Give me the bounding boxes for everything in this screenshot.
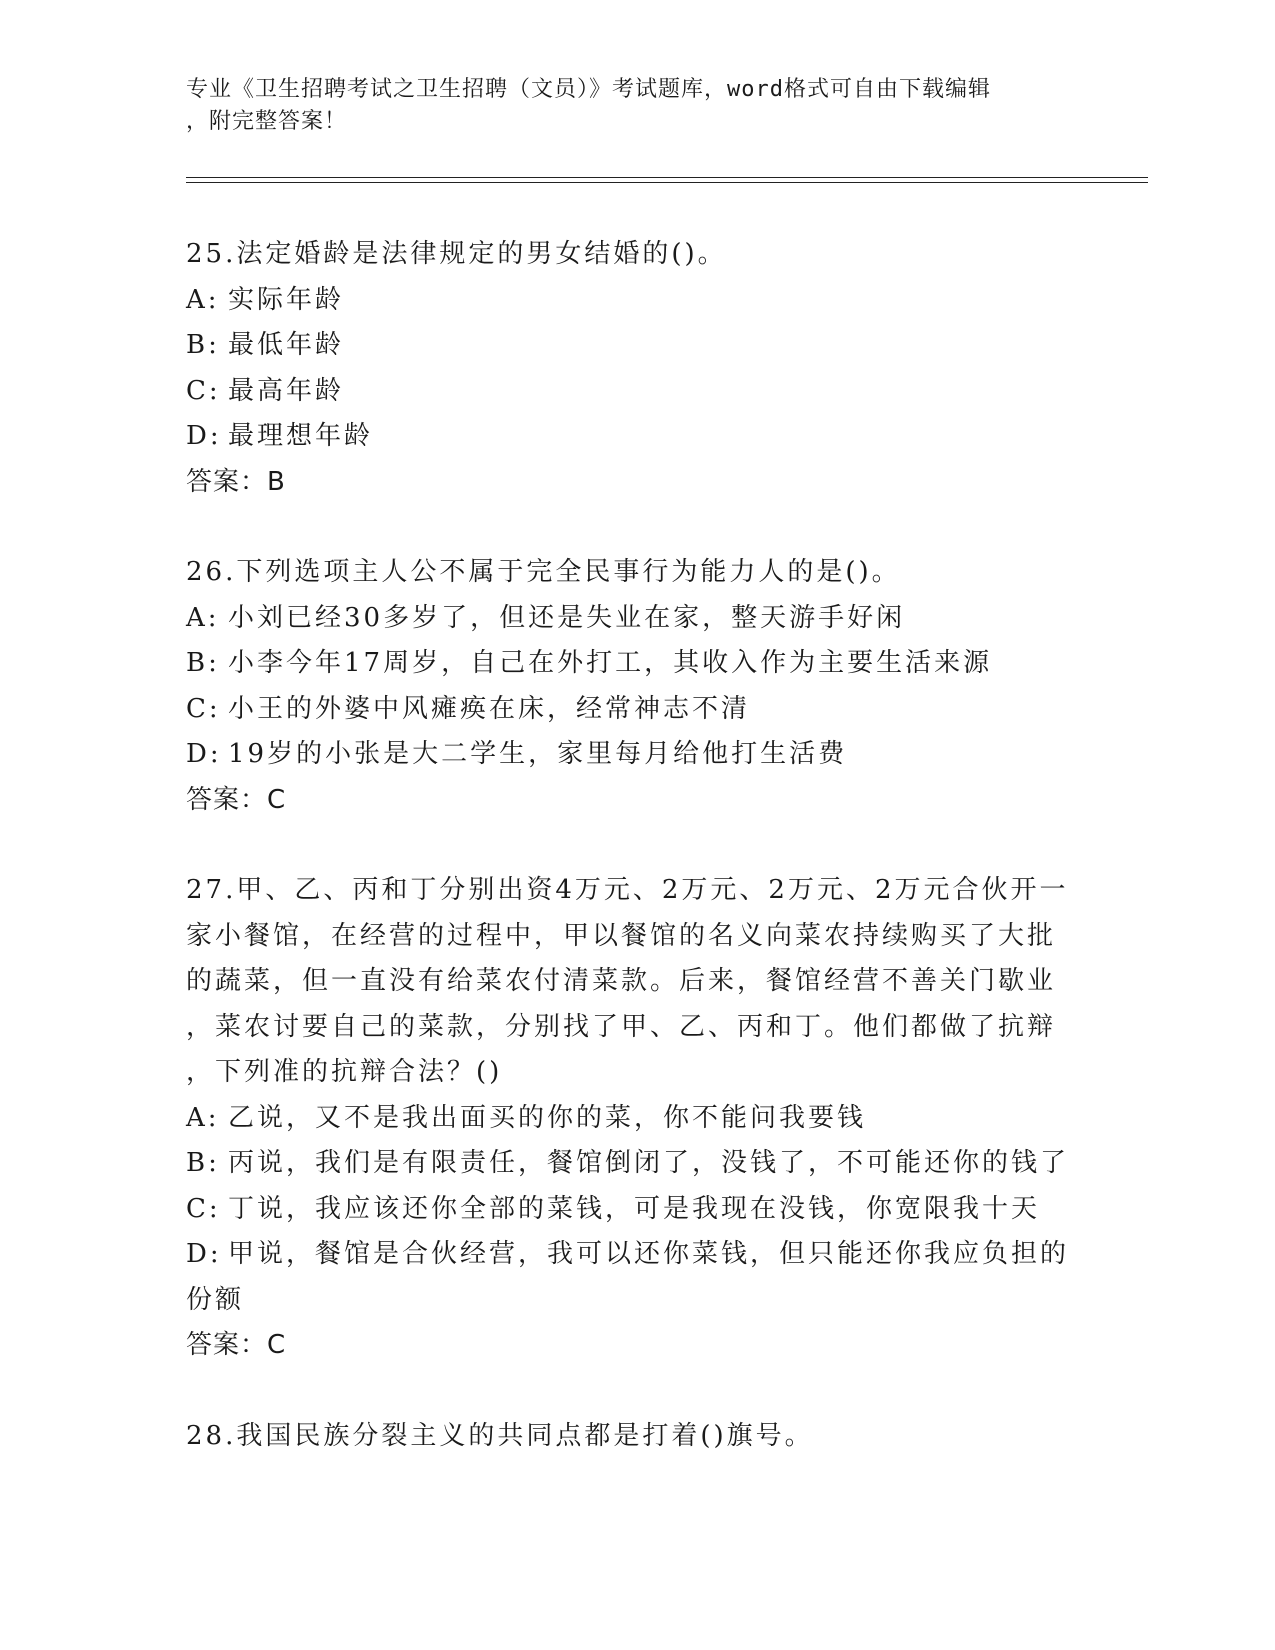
option-letter: D:: [186, 1239, 222, 1269]
question-item: [186, 1414, 1086, 1460]
option-line: [186, 1187, 1086, 1233]
document-header: [186, 74, 1066, 138]
option-line: [186, 732, 1086, 778]
option-text: 乙说，又不是我出面买的你的菜，你不能问我要钱: [228, 1102, 867, 1133]
option-letter: C:: [186, 693, 221, 724]
option-text: 丁说，我应该还你全部的菜钱，可是我现在没钱，你宽限我十天: [228, 1193, 1041, 1224]
option-line: [186, 1096, 1086, 1142]
question-stem-line: ，下列准的抗辩合法？(): [186, 1057, 503, 1087]
question-item: [186, 868, 1086, 1369]
question-stem-line: 27.甲、乙、丙和丁分别出资4万元、2万元、2万元、2万元合伙开一: [186, 875, 1069, 905]
question-stem-line: 25.法定婚龄是法律规定的男女结婚的()。: [186, 239, 727, 269]
option-line: [186, 278, 1086, 324]
question-stem-line: 的蔬菜，但一直没有给菜农付清菜款。后来，餐馆经营不善关门歇业: [186, 966, 1057, 996]
option-line: [186, 596, 1086, 642]
option-text: 甲说，餐馆是合伙经营，我可以还你菜钱，但只能还你我应负担的: [228, 1239, 1070, 1269]
answer-line: 答案：C: [186, 1330, 287, 1360]
option-text: 小刘已经30多岁了，但还是失业在家，整天游手好闲: [228, 602, 906, 633]
option-letter: C:: [186, 1193, 221, 1224]
question-stem-line: 26.下列选项主人公不属于完全民事行为能力人的是()。: [186, 557, 901, 587]
option-text: 实际年龄: [228, 284, 345, 315]
option-line: [186, 1141, 1086, 1187]
option-letter: A:: [186, 1102, 220, 1133]
option-text: 丙说，我们是有限责任，餐馆倒闭了，没钱了，不可能还你的钱了: [228, 1148, 1070, 1178]
option-line: [186, 414, 1086, 460]
option-line: [186, 641, 1086, 687]
question-item: [186, 232, 1086, 505]
option-letter: C:: [186, 375, 221, 406]
answer-line: 答案：C: [186, 784, 287, 815]
option-text: 小王的外婆中风瘫痪在床，经常神志不清: [228, 693, 751, 724]
option-line: [186, 323, 1086, 369]
header-divider-top: [186, 177, 1148, 178]
option-letter: B:: [186, 648, 220, 678]
option-line: [186, 369, 1086, 415]
option-letter: B:: [186, 330, 220, 360]
question-list: [186, 232, 1086, 1504]
option-text: 份额: [186, 1284, 245, 1315]
option-text: 最高年龄: [228, 375, 345, 406]
option-line: [186, 687, 1086, 733]
question-stem-line: 28.我国民族分裂主义的共同点都是打着()旗号。: [186, 1420, 814, 1451]
header-line-1: 专业《卫生招聘考试之卫生招聘（文员）》考试题库，word格式可自由下载编辑: [186, 77, 991, 102]
question-item: [186, 550, 1086, 823]
answer-line: 答案：B: [186, 466, 286, 497]
question-stem-line: ，菜农讨要自己的菜款，分别找了甲、乙、丙和丁。他们都做了抗辩: [186, 1011, 1057, 1042]
option-text: 最低年龄: [228, 330, 345, 360]
option-letter: A:: [186, 284, 220, 315]
option-letter: B:: [186, 1148, 220, 1178]
option-line: [186, 1278, 1086, 1324]
option-line: [186, 1232, 1086, 1278]
header-line-2: ，附完整答案！: [186, 109, 348, 134]
question-stem-line: 家小餐馆，在经营的过程中，甲以餐馆的名义向菜农持续购买了大批: [186, 920, 1057, 951]
option-text: 最理想年龄: [228, 421, 374, 451]
option-text: 小李今年17周岁，自己在外打工，其收入作为主要生活来源: [228, 648, 993, 678]
header-divider-bottom: [186, 182, 1148, 183]
option-text: 19岁的小张是大二学生，家里每月给他打生活费: [228, 739, 848, 769]
option-letter: D:: [186, 739, 222, 769]
option-letter: A:: [186, 602, 220, 633]
option-letter: D:: [186, 421, 222, 451]
